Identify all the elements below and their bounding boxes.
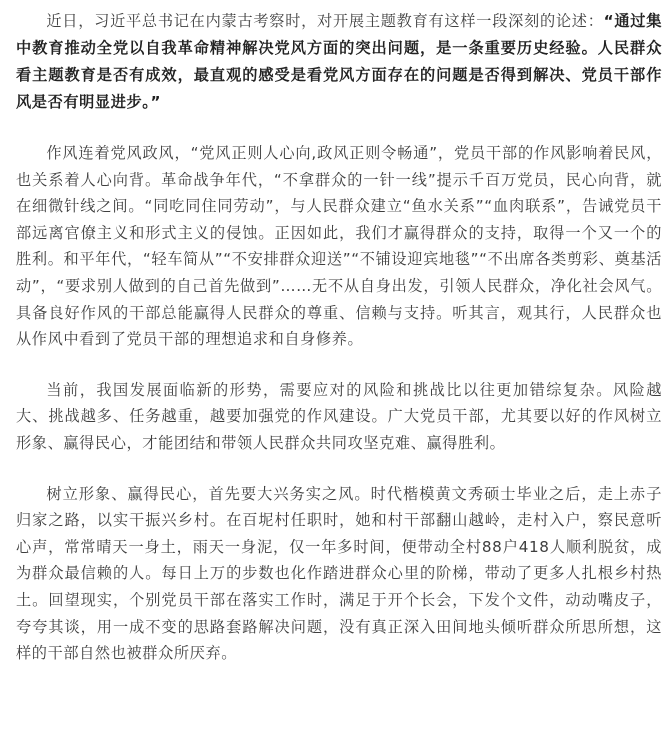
paragraph-3: 当前，我国发展面临新的形势，需要应对的风险和挑战比以往更加错综复杂。风险越大、挑战越多、任务越重，越要加强党的作风建设。广大党员干部，尤其要以好的作风树立形象、赢得民心，才能团结和带领人民群众共同攻坚克难、赢得胜利。: [16, 380, 662, 452]
paragraph-1: [16, 8, 662, 116]
paragraph-1-quote: “通过集中教育推动全党以自我革命精神解决党风方面的突出问题，是一条重要历史经验。人民群众看主题教育是否有成效，最直观的感受是看党风方面存在的问题是否得到解决、党员干部作风是否有明显进步。”: [16, 12, 663, 111]
article-body: [16, 8, 662, 691]
paragraph-4: 树立形象、赢得民心，首先要大兴务实之风。时代楷模黄文秀硕士毕业之后，走上赤子归家之路，以实干振兴乡村。在百坭村任职时，她和村干部翻山越岭，走村入户，察民意听心声，常常晴天一身土，雨天一身泥，仅一年多时间，便带动全村88户418人顺利脱贫，成为群众最信赖的人。每日上万的步数也化作踏进群众心里的阶梯，带动了更多人扎根乡村热土。回望现实，个别党员干部在落实工作时，满足于开个长会，下发个文件，动动嘴皮子，夸夸其谈，用一成不变的思路套路解决问题，没有真正深入田间地头倾听群众所思所想，这样的干部自然也被群众所厌弃。: [16, 484, 662, 663]
paragraph-2: 作风连着党风政风，“党风正则人心向,政风正则令畅通”，党员干部的作风影响着民风，也关系着人心向背。革命战争年代，“不拿群众的一针一线”提示千百万党员，民心向背，就在细微针线之间。“同吃同住同劳动”，与人民群众建立“鱼水关系”“血肉联系”，告诫党员干部远离官僚主义和形式主义的侵蚀。正因如此，我们才赢得群众的支持，取得一个又一个的胜利。和平年代，“轻车简从”“不安排群众迎送”“不铺设迎宾地毯”“不出席各类剪彩、奠基活动”，“要求别人做到的自己首先做到”……无不从自身出发，引领人民群众，净化社会风气。具备良好作风的干部总能赢得人民群众的尊重、信赖与支持。听其言，观其行，人民群众也从作风中看到了党员干部的理想追求和自身修养。: [16, 144, 662, 349]
paragraph-1-lead: 近日，习近平总书记在内蒙古考察时，对开展主题教育有这样一段深刻的论述：: [46, 12, 604, 30]
